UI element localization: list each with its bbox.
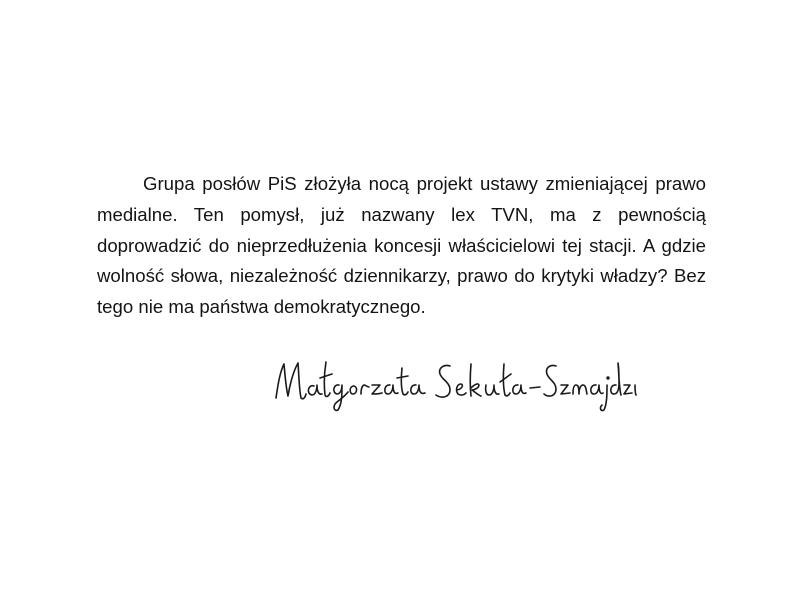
signature-graphic — [268, 354, 638, 414]
statement-text: Grupa posłów PiS złożyła nocą projekt ustawy zmieniającej prawo medialne. Ten pomysł, już nazwany lex TVN, ma z pewnością doprowadzić do nieprzedłużenia koncesji właścicielowi tej stacji. A gdzie wolność słowa, niezależność dziennikarzy, prawo do krytyki władzy? Bez tego nie ma państwa demokratycznego. — [97, 173, 706, 318]
handwritten-signature — [268, 354, 638, 414]
statement-paragraph — [97, 169, 706, 323]
